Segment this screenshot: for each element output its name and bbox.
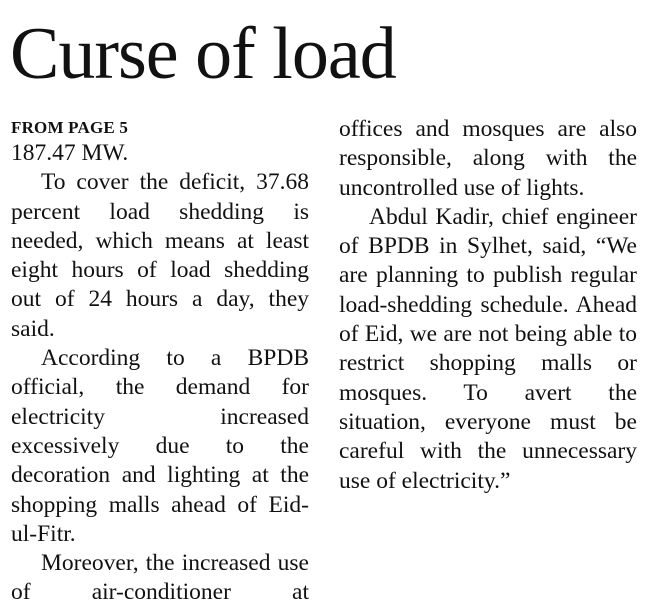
paragraph: Moreover, the increased use of air-conditioner at xyxy=(11,550,309,606)
paragraph-continued: offices and mosques are also responsible, along with the uncontrolled use of lights. xyxy=(339,116,637,201)
article-column-right xyxy=(339,115,637,496)
article-column-left xyxy=(11,115,309,608)
article-headline: Curse of load xyxy=(10,13,396,95)
continuation-label: FROM PAGE 5 xyxy=(11,118,129,137)
paragraph: To cover the deficit, 37.68 percent load shedding is needed, which means at least eight hours of load shedding out of 24 hours a day, they said. xyxy=(11,169,309,342)
paragraph: According to a BPDB official, the demand for electricity increased excessively due to the decoration and lighting at the shopping malls ahead of Eid-ul-Fitr. xyxy=(11,345,309,547)
paragraph: Abdul Kadir, chief engineer of BPDB in Sylhet, said, “We are planning to publish regular load-shedding schedule. Ahead of Eid, we are not being able to restrict shopping malls or mosques. To avert the situation, everyone must be careful with the unnecessary use of electricity.” xyxy=(339,203,637,494)
paragraph-continued: 187.47 MW. xyxy=(11,140,129,166)
